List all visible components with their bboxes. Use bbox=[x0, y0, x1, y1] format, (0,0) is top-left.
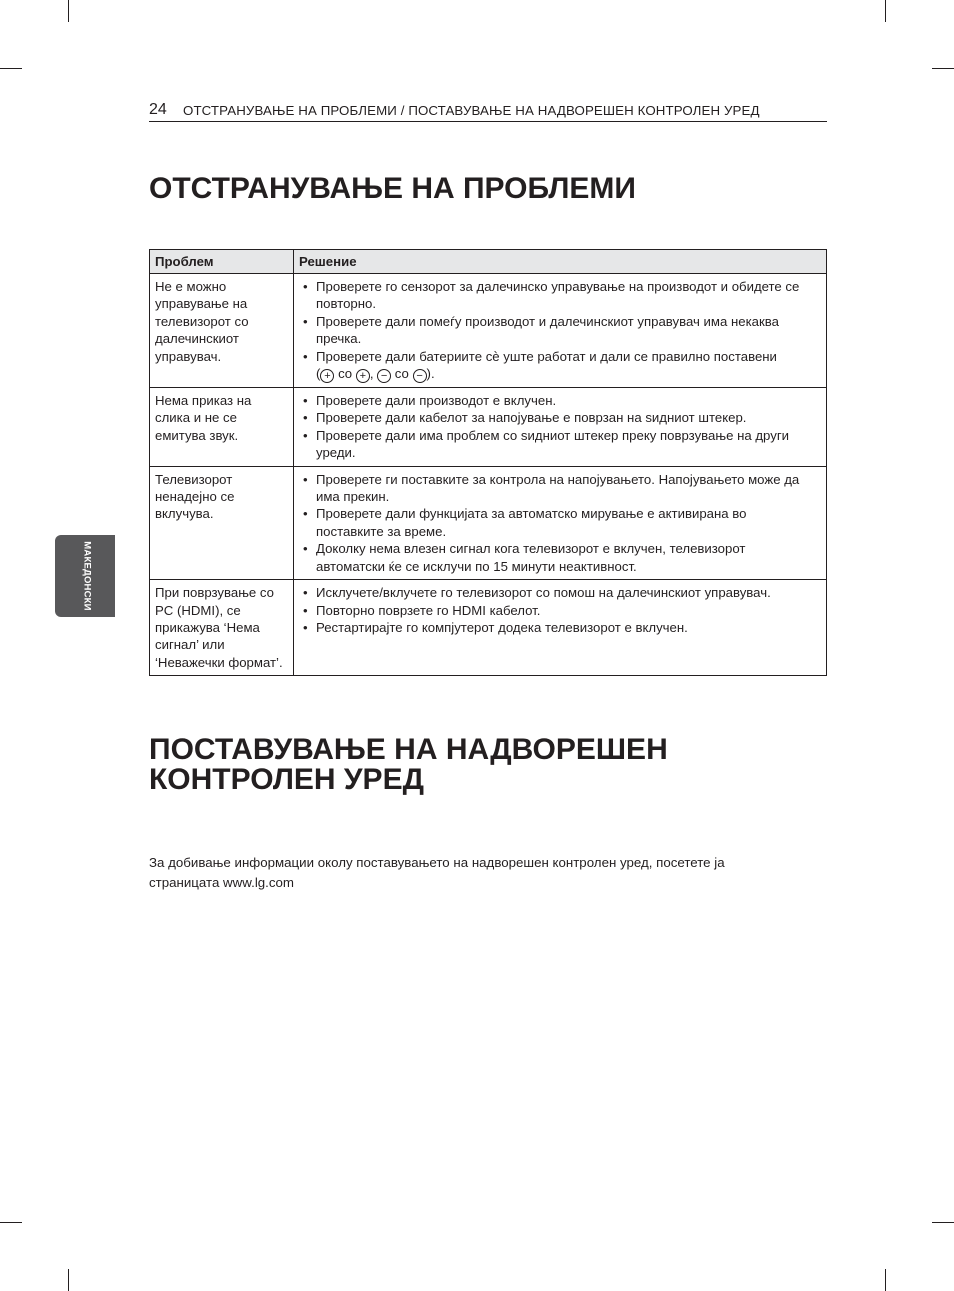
external-control-body: За добивање информации околу поставувањето на надворешен контролен уред, посетете ја страницата www.lg.com bbox=[149, 855, 725, 890]
list-item bbox=[299, 348, 817, 383]
solution-cell bbox=[294, 466, 827, 579]
crop-mark bbox=[932, 68, 954, 69]
crop-mark bbox=[68, 0, 69, 22]
solution-cell bbox=[294, 274, 827, 388]
problem-cell: Не е можно управување на телевизорот со далечинскиот управувач. bbox=[150, 274, 294, 388]
list-item: • Проверете дали има проблем со ѕидниот штекер преку поврзување на други уреди. bbox=[299, 427, 817, 462]
list-item: • Проверете ги поставките за контрола на напојувањето. Напојувањето може да има прекин. bbox=[299, 471, 817, 506]
crop-mark bbox=[0, 1222, 22, 1223]
list-item: • Проверете дали функцијата за автоматско мирување е активирана во поставките за време. bbox=[299, 505, 817, 540]
plus-icon: + bbox=[356, 369, 370, 383]
language-tab-label: МАКЕДОНСКИ bbox=[81, 541, 93, 611]
plus-icon: + bbox=[320, 369, 334, 383]
list-item: • Проверете дали кабелот за напојување е поврзан на ѕидниот штекер. bbox=[299, 409, 817, 426]
solution-list bbox=[299, 584, 821, 636]
title-line: КОНТРОЛЕН УРЕД bbox=[149, 763, 424, 796]
solution-cell bbox=[294, 388, 827, 467]
solution-list bbox=[299, 392, 821, 462]
table-row bbox=[150, 274, 827, 388]
solution-list bbox=[299, 278, 821, 383]
list-item: • Повторно поврзете го HDMI кабелот. bbox=[299, 602, 817, 619]
polarity-open: ( bbox=[316, 366, 321, 382]
troubleshooting-table bbox=[149, 249, 827, 676]
running-header bbox=[149, 100, 827, 122]
page-number: 24 bbox=[149, 101, 167, 118]
title-line: ПОСТАВУВАЊЕ НА НАДВОРЕШЕН bbox=[149, 733, 668, 766]
problem-cell: При поврзување со PC (HDMI), се прикажува ‘Нема сигнал’ или ‘Неважечки формат’. bbox=[150, 580, 294, 676]
crop-mark bbox=[885, 1269, 886, 1291]
language-side-tab bbox=[55, 535, 115, 617]
column-header-solution: Решение bbox=[294, 250, 827, 274]
list-item: • Проверете го сензорот за далечинско управување на производот и обидете се повторно. bbox=[299, 278, 817, 313]
table-row bbox=[150, 388, 827, 467]
crop-mark bbox=[885, 0, 886, 22]
list-item-text: Проверете дали батериите сѐ уште работат и дали се правилно поставени bbox=[316, 348, 777, 364]
solution-cell bbox=[294, 580, 827, 676]
troubleshooting-title: ОТСТРАНУВАЊЕ НА ПРОБЛЕМИ bbox=[149, 172, 636, 205]
table-row bbox=[150, 580, 827, 676]
crop-mark bbox=[68, 1269, 69, 1291]
polarity-close: ). bbox=[426, 366, 435, 382]
column-header-problem: Проблем bbox=[150, 250, 294, 274]
list-item: • Проверете дали помеѓу производот и далечинскиот управувач има некаква пречка. bbox=[299, 313, 817, 348]
polarity-with: со bbox=[334, 366, 356, 382]
minus-icon: − bbox=[377, 369, 391, 383]
table-row bbox=[150, 466, 827, 579]
external-control-title bbox=[149, 735, 668, 795]
polarity-separator: , bbox=[369, 366, 378, 382]
table-header-row bbox=[150, 250, 827, 274]
list-item: • Исклучете/вклучете го телевизорот со помош на далечинскиот управувач. bbox=[299, 584, 817, 601]
list-item: • Проверете дали производот е вклучен. bbox=[299, 392, 817, 409]
list-item: • Доколку нема влезен сигнал кога телевизорот е вклучен, телевизорот автоматски ќе се исклучи по 15 минути неактивност. bbox=[299, 540, 817, 575]
problem-cell: Телевизорот ненадејно се вклучува. bbox=[150, 466, 294, 579]
polarity-with: со bbox=[391, 366, 413, 382]
running-title: ОТСТРАНУВАЊЕ НА ПРОБЛЕМИ / ПОСТАВУВАЊЕ НА НАДВОРЕШЕН КОНТРОЛЕН УРЕД bbox=[183, 103, 760, 118]
polarity-note bbox=[316, 366, 435, 381]
solution-list bbox=[299, 471, 821, 575]
crop-mark bbox=[0, 68, 22, 69]
crop-mark bbox=[932, 1222, 954, 1223]
problem-cell: Нема приказ на слика и не се емитува звук. bbox=[150, 388, 294, 467]
list-item: • Рестартирајте го компјутерот додека телевизорот е вклучен. bbox=[299, 619, 817, 636]
minus-icon: − bbox=[413, 369, 427, 383]
